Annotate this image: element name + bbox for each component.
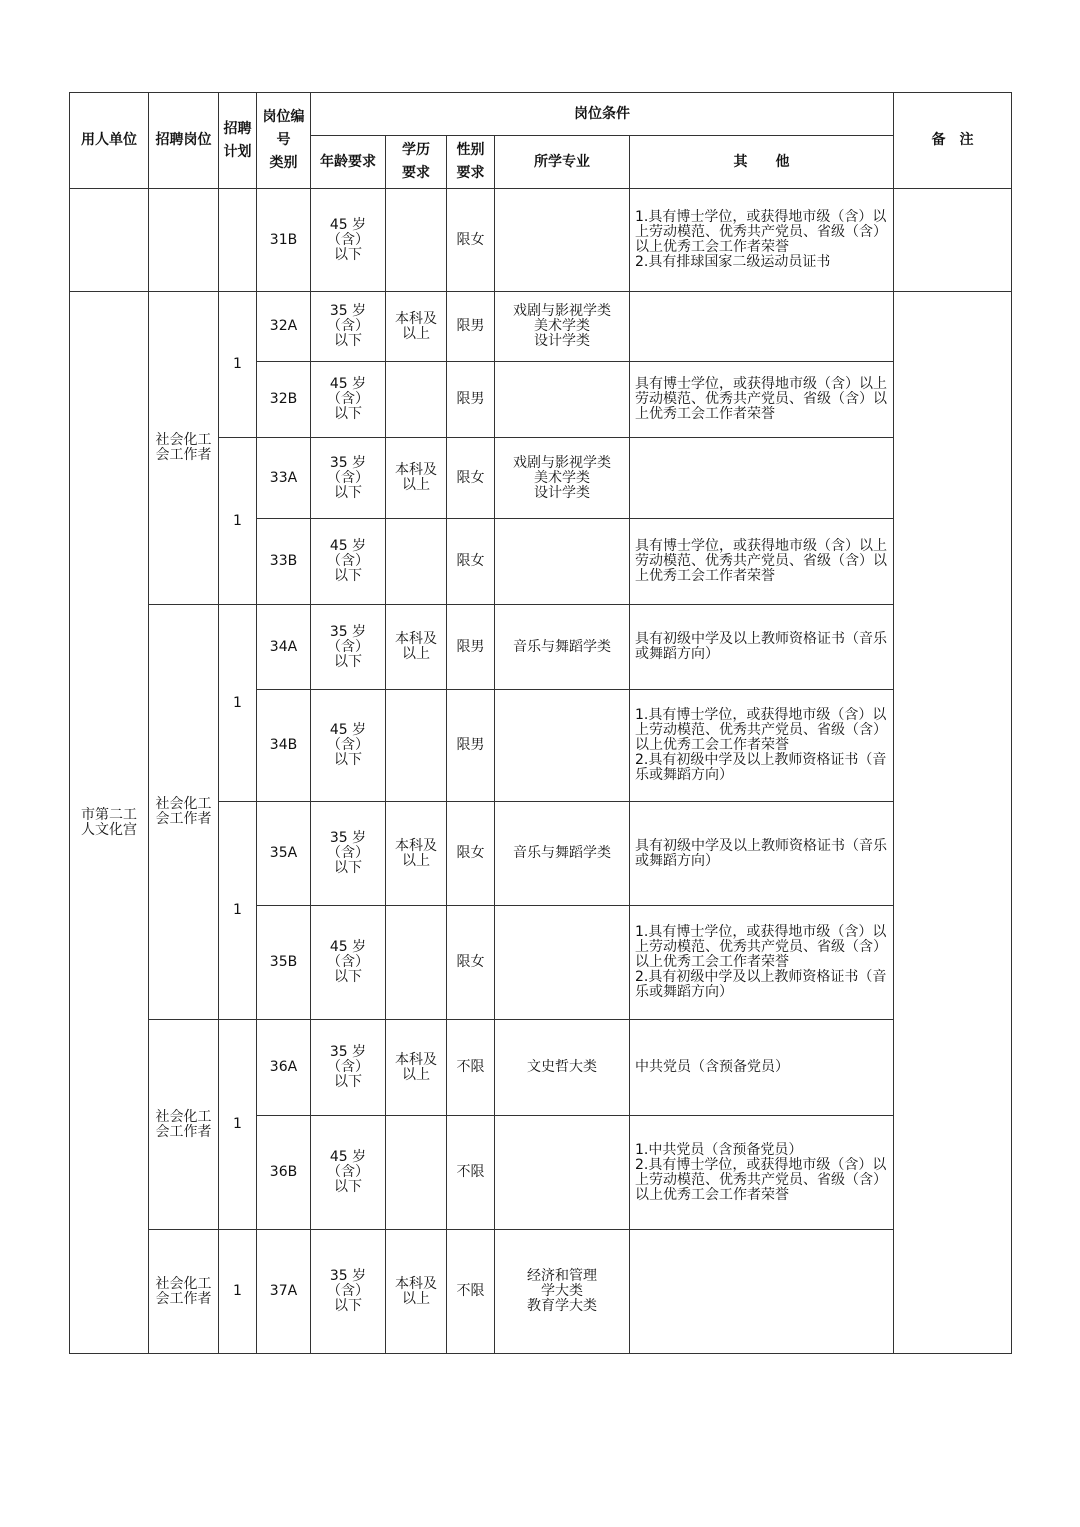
gender-cell: 限女 <box>447 438 495 519</box>
post-cell: 社会化工 会工作者 <box>149 1230 219 1354</box>
age-cell: 45 岁（含） 以下 <box>311 690 386 802</box>
other-cell: 1.具有博士学位，或获得地市级（含）以上劳动模范、优秀共产党员、省级（含）以上优秀工会工作者荣誉 2.具有排球国家二级运动员证书 <box>630 189 894 292</box>
code-cell: 36A <box>257 1020 311 1116</box>
gender-cell: 不限 <box>447 1116 495 1230</box>
header-plan: 招聘 计划 <box>219 93 257 189</box>
edu-cell <box>386 519 447 605</box>
plan-cell: 1 <box>219 1230 257 1354</box>
code-cell: 35B <box>257 906 311 1020</box>
edu-cell: 本科及 以上 <box>386 605 447 690</box>
post-cell-empty <box>149 189 219 292</box>
table-row <box>70 1230 1012 1354</box>
age-cell: 35 岁（含） 以下 <box>311 802 386 906</box>
other-cell: 具有博士学位，或获得地市级（含）以上劳动模范、优秀共产党员、省级（含）以上优秀工会工作者荣誉 <box>630 362 894 438</box>
major-cell <box>495 906 630 1020</box>
age-cell: 45 岁（含） 以下 <box>311 519 386 605</box>
gender-cell: 限女 <box>447 189 495 292</box>
header-row-1 <box>70 93 1012 136</box>
age-cell: 35 岁（含） 以下 <box>311 1230 386 1354</box>
gender-cell: 限男 <box>447 605 495 690</box>
plan-cell: 1 <box>219 438 257 605</box>
unit-cell-empty <box>70 189 149 292</box>
age-cell: 45 岁（含） 以下 <box>311 362 386 438</box>
age-cell: 35 岁（含） 以下 <box>311 292 386 362</box>
major-cell <box>495 189 630 292</box>
code-cell: 37A <box>257 1230 311 1354</box>
plan-cell: 1 <box>219 292 257 438</box>
table-row <box>70 292 1012 362</box>
plan-cell-empty <box>219 189 257 292</box>
post-cell: 社会化工 会工作者 <box>149 605 219 1020</box>
header-age: 年龄要求 <box>311 136 386 189</box>
edu-cell: 本科及 以上 <box>386 292 447 362</box>
post-cell: 社会化工 会工作者 <box>149 1020 219 1230</box>
header-gender: 性别 要求 <box>447 136 495 189</box>
major-cell: 戏剧与影视学类 美术学类 设计学类 <box>495 292 630 362</box>
major-cell: 音乐与舞蹈学类 <box>495 802 630 906</box>
edu-cell: 本科及 以上 <box>386 1020 447 1116</box>
code-cell: 34A <box>257 605 311 690</box>
age-cell: 45 岁（含） 以下 <box>311 1116 386 1230</box>
major-cell: 经济和管理 学大类 教育学大类 <box>495 1230 630 1354</box>
gender-cell: 不限 <box>447 1020 495 1116</box>
header-code: 岗位编 号 类别 <box>257 93 311 189</box>
code-cell: 36B <box>257 1116 311 1230</box>
major-cell: 音乐与舞蹈学类 <box>495 605 630 690</box>
edu-cell <box>386 1116 447 1230</box>
gender-cell: 限女 <box>447 519 495 605</box>
code-cell: 31B <box>257 189 311 292</box>
other-cell: 具有初级中学及以上教师资格证书（音乐或舞蹈方向） <box>630 605 894 690</box>
gender-cell: 限男 <box>447 690 495 802</box>
edu-cell <box>386 690 447 802</box>
header-unit: 用人单位 <box>70 93 149 189</box>
major-cell <box>495 519 630 605</box>
other-cell: 具有初级中学及以上教师资格证书（音乐或舞蹈方向） <box>630 802 894 906</box>
major-cell <box>495 690 630 802</box>
age-cell: 35 岁（含） 以下 <box>311 1020 386 1116</box>
edu-cell <box>386 189 447 292</box>
other-cell: 1.中共党员（含预备党员） 2.具有博士学位，或获得地市级（含）以上劳动模范、优秀共产党员、省级（含）以上优秀工会工作者荣誉 <box>630 1116 894 1230</box>
plan-cell: 1 <box>219 605 257 802</box>
code-cell: 33A <box>257 438 311 519</box>
other-cell: 具有博士学位，或获得地市级（含）以上劳动模范、优秀共产党员、省级（含）以上优秀工会工作者荣誉 <box>630 519 894 605</box>
header-post: 招聘岗位 <box>149 93 219 189</box>
major-cell: 戏剧与影视学类 美术学类 设计学类 <box>495 438 630 519</box>
edu-cell: 本科及 以上 <box>386 802 447 906</box>
remark-cell <box>894 292 1012 1354</box>
other-cell: 中共党员（含预备党员） <box>630 1020 894 1116</box>
edu-cell: 本科及 以上 <box>386 438 447 519</box>
table-row <box>70 189 1012 292</box>
other-cell: 1.具有博士学位，或获得地市级（含）以上劳动模范、优秀共产党员、省级（含）以上优秀工会工作者荣誉 2.具有初级中学及以上教师资格证书（音乐或舞蹈方向） <box>630 906 894 1020</box>
major-cell: 文史哲大类 <box>495 1020 630 1116</box>
edu-cell <box>386 906 447 1020</box>
plan-cell: 1 <box>219 1020 257 1230</box>
age-cell: 45 岁（含） 以下 <box>311 189 386 292</box>
other-cell: 1.具有博士学位，或获得地市级（含）以上劳动模范、优秀共产党员、省级（含）以上优秀工会工作者荣誉 2.具有初级中学及以上教师资格证书（音乐或舞蹈方向） <box>630 690 894 802</box>
gender-cell: 限女 <box>447 906 495 1020</box>
age-cell: 45 岁（含） 以下 <box>311 906 386 1020</box>
code-cell: 32B <box>257 362 311 438</box>
header-major: 所学专业 <box>495 136 630 189</box>
post-cell: 社会化工 会工作者 <box>149 292 219 605</box>
header-conditions: 岗位条件 <box>311 93 894 136</box>
edu-cell <box>386 362 447 438</box>
table-row <box>70 605 1012 690</box>
gender-cell: 限男 <box>447 362 495 438</box>
major-cell <box>495 1116 630 1230</box>
header-remark: 备 注 <box>894 93 1012 189</box>
code-cell: 35A <box>257 802 311 906</box>
code-cell: 32A <box>257 292 311 362</box>
age-cell: 35 岁（含） 以下 <box>311 438 386 519</box>
other-cell <box>630 292 894 362</box>
gender-cell: 不限 <box>447 1230 495 1354</box>
code-cell: 34B <box>257 690 311 802</box>
edu-cell: 本科及 以上 <box>386 1230 447 1354</box>
header-other: 其 他 <box>630 136 894 189</box>
other-cell <box>630 438 894 519</box>
header-edu: 学历 要求 <box>386 136 447 189</box>
plan-cell: 1 <box>219 802 257 1020</box>
major-cell <box>495 362 630 438</box>
gender-cell: 限女 <box>447 802 495 906</box>
code-cell: 33B <box>257 519 311 605</box>
gender-cell: 限男 <box>447 292 495 362</box>
unit-cell: 市第二工 人文化宫 <box>70 292 149 1354</box>
remark-cell <box>894 189 1012 292</box>
other-cell <box>630 1230 894 1354</box>
age-cell: 35 岁（含） 以下 <box>311 605 386 690</box>
table-row <box>70 1020 1012 1116</box>
recruitment-table <box>69 92 1012 1354</box>
